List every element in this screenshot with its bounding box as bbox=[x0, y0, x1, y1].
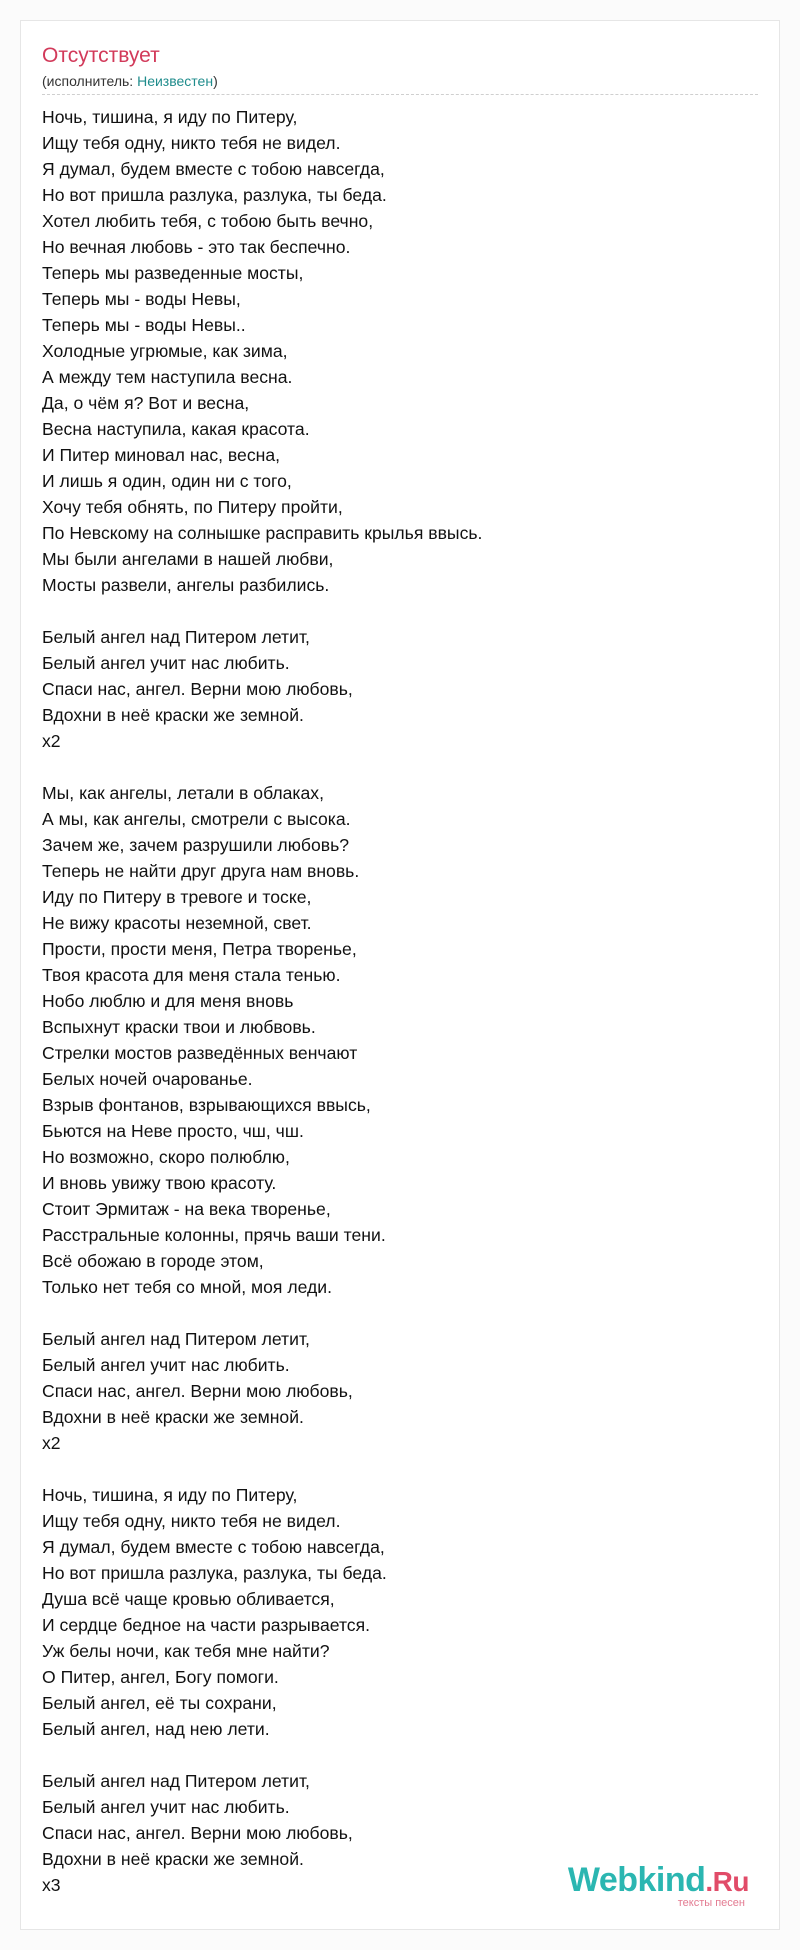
dashed-divider bbox=[42, 94, 758, 95]
lyrics-line: Вдохни в неё краски же земной. bbox=[42, 705, 304, 725]
lyrics-line: Нобо люблю и для меня вновь bbox=[42, 991, 294, 1011]
lyrics-line: Хочу тебя обнять, по Питеру пройти, bbox=[42, 497, 343, 517]
lyrics-line: Теперь мы - воды Невы.. bbox=[42, 315, 246, 335]
lyrics-line: Ищу тебя одну, никто тебя не видел. bbox=[42, 133, 341, 153]
lyrics-line: А мы, как ангелы, смотрели с высока. bbox=[42, 809, 351, 829]
lyrics-line: Вдохни в неё краски же земной. bbox=[42, 1849, 304, 1869]
song-title: Отсутствует bbox=[42, 44, 160, 67]
lyrics-body bbox=[42, 104, 758, 1924]
lyrics-line: И вновь увижу твою красоту. bbox=[42, 1173, 277, 1193]
performer-suffix: ) bbox=[213, 73, 218, 89]
lyrics-line: Но вечная любовь - это так беспечно. bbox=[42, 237, 351, 257]
site-logo[interactable] bbox=[568, 1862, 749, 1909]
lyrics-line: Но вот пришла разлука, разлука, ты беда. bbox=[42, 185, 387, 205]
logo-name: Webkind bbox=[567, 1861, 706, 1899]
lyrics-line: По Невскому на солнышке расправить крылья ввысь. bbox=[42, 523, 483, 543]
lyrics-line: x3 bbox=[42, 1875, 61, 1895]
lyrics-line: Хотел любить тебя, с тобою быть вечно, bbox=[42, 211, 374, 231]
lyrics-line: Белый ангел, над нею лети. bbox=[42, 1719, 270, 1739]
lyrics-line: Мосты развели, ангелы разбились. bbox=[42, 575, 330, 595]
lyrics-stanza bbox=[42, 104, 758, 598]
lyrics-line: Белый ангел над Питером летит, bbox=[42, 1329, 310, 1349]
lyrics-line: Но возможно, скоро полюблю, bbox=[42, 1147, 290, 1167]
lyrics-line: О Питер, ангел, Богу помоги. bbox=[42, 1667, 279, 1687]
lyrics-line: x2 bbox=[42, 731, 61, 751]
lyrics-line: Я думал, будем вместе с тобою навсегда, bbox=[42, 1537, 385, 1557]
lyrics-line: Весна наступила, какая красота. bbox=[42, 419, 310, 439]
lyrics-line: Взрыв фонтанов, взрывающихся ввысь, bbox=[42, 1095, 371, 1115]
lyrics-line: Белых ночей очарованье. bbox=[42, 1069, 253, 1089]
lyrics-line: Да, о чём я? Вот и весна, bbox=[42, 393, 250, 413]
lyrics-line: Белый ангел над Питером летит, bbox=[42, 1771, 310, 1791]
lyrics-line: Твоя красота для меня стала тенью. bbox=[42, 965, 341, 985]
lyrics-line: Я думал, будем вместе с тобою навсегда, bbox=[42, 159, 385, 179]
lyrics-line: А между тем наступила весна. bbox=[42, 367, 293, 387]
lyrics-line: И Питер миновал нас, весна, bbox=[42, 445, 281, 465]
lyrics-line: Вспыхнут краски твои и любвовь. bbox=[42, 1017, 316, 1037]
logo-suffix: .Ru bbox=[705, 1866, 749, 1897]
lyrics-line: Белый ангел над Питером летит, bbox=[42, 627, 310, 647]
lyrics-line: Зачем же, зачем разрушили любовь? bbox=[42, 835, 350, 855]
lyrics-line: Спаси нас, ангел. Верни мою любовь, bbox=[42, 679, 353, 699]
lyrics-line: Вдохни в неё краски же земной. bbox=[42, 1407, 304, 1427]
performer-link[interactable]: Неизвестен bbox=[137, 73, 214, 89]
lyrics-line: Душа всё чаще кровью обливается, bbox=[42, 1589, 335, 1609]
lyrics-stanza bbox=[42, 780, 758, 1300]
lyrics-line: Но вот пришла разлука, разлука, ты беда. bbox=[42, 1563, 387, 1583]
lyrics-line: Бьются на Неве просто, чш, чш. bbox=[42, 1121, 304, 1141]
song-card bbox=[20, 20, 780, 1930]
lyrics-line: Иду по Питеру в тревоге и тоске, bbox=[42, 887, 312, 907]
lyrics-line: Спаси нас, ангел. Верни мою любовь, bbox=[42, 1381, 353, 1401]
lyrics-line: Не вижу красоты неземной, свет. bbox=[42, 913, 312, 933]
lyrics-line: Ищу тебя одну, никто тебя не видел. bbox=[42, 1511, 341, 1531]
lyrics-stanza bbox=[42, 1326, 758, 1456]
lyrics-line: Теперь не найти друг друга нам вновь. bbox=[42, 861, 360, 881]
logo-tagline: тексты песен bbox=[677, 1897, 745, 1909]
lyrics-line: Спаси нас, ангел. Верни мою любовь, bbox=[42, 1823, 353, 1843]
lyrics-line: Только нет тебя со мной, моя леди. bbox=[42, 1277, 332, 1297]
lyrics-line: Холодные угрюмые, как зима, bbox=[42, 341, 288, 361]
lyrics-line: Теперь мы - воды Невы, bbox=[42, 289, 241, 309]
lyrics-line: Уж белы ночи, как тебя мне найти? bbox=[42, 1641, 330, 1661]
lyrics-line: Белый ангел учит нас любить. bbox=[42, 653, 290, 673]
lyrics-line: Стрелки мостов разведённых венчают bbox=[42, 1043, 358, 1063]
lyrics-line: И сердце бедное на части разрывается. bbox=[42, 1615, 371, 1635]
lyrics-line: Прости, прости меня, Петра творенье, bbox=[42, 939, 357, 959]
lyrics-line: Ночь, тишина, я иду по Питеру, bbox=[42, 107, 298, 127]
lyrics-stanza bbox=[42, 624, 758, 754]
lyrics-line: Белый ангел учит нас любить. bbox=[42, 1797, 290, 1817]
lyrics-stanza bbox=[42, 1482, 758, 1742]
performer-prefix: (исполнитель: bbox=[42, 73, 138, 89]
lyrics-line: Мы были ангелами в нашей любви, bbox=[42, 549, 334, 569]
lyrics-line: Белый ангел учит нас любить. bbox=[42, 1355, 290, 1375]
lyrics-line: Всё обожаю в городе этом, bbox=[42, 1251, 264, 1271]
lyrics-line: x2 bbox=[42, 1433, 61, 1453]
lyrics-line: Ночь, тишина, я иду по Питеру, bbox=[42, 1485, 298, 1505]
lyrics-line: Белый ангел, её ты сохрани, bbox=[42, 1693, 277, 1713]
lyrics-line: Теперь мы разведенные мосты, bbox=[42, 263, 304, 283]
performer-line bbox=[42, 73, 218, 90]
lyrics-line: Мы, как ангелы, летали в облаках, bbox=[42, 783, 324, 803]
lyrics-line: Расстральные колонны, прячь ваши тени. bbox=[42, 1225, 386, 1245]
lyrics-line: Стоит Эрмитаж - на века творенье, bbox=[42, 1199, 331, 1219]
lyrics-line: И лишь я один, один ни с того, bbox=[42, 471, 292, 491]
logo-wordmark bbox=[568, 1862, 749, 1900]
